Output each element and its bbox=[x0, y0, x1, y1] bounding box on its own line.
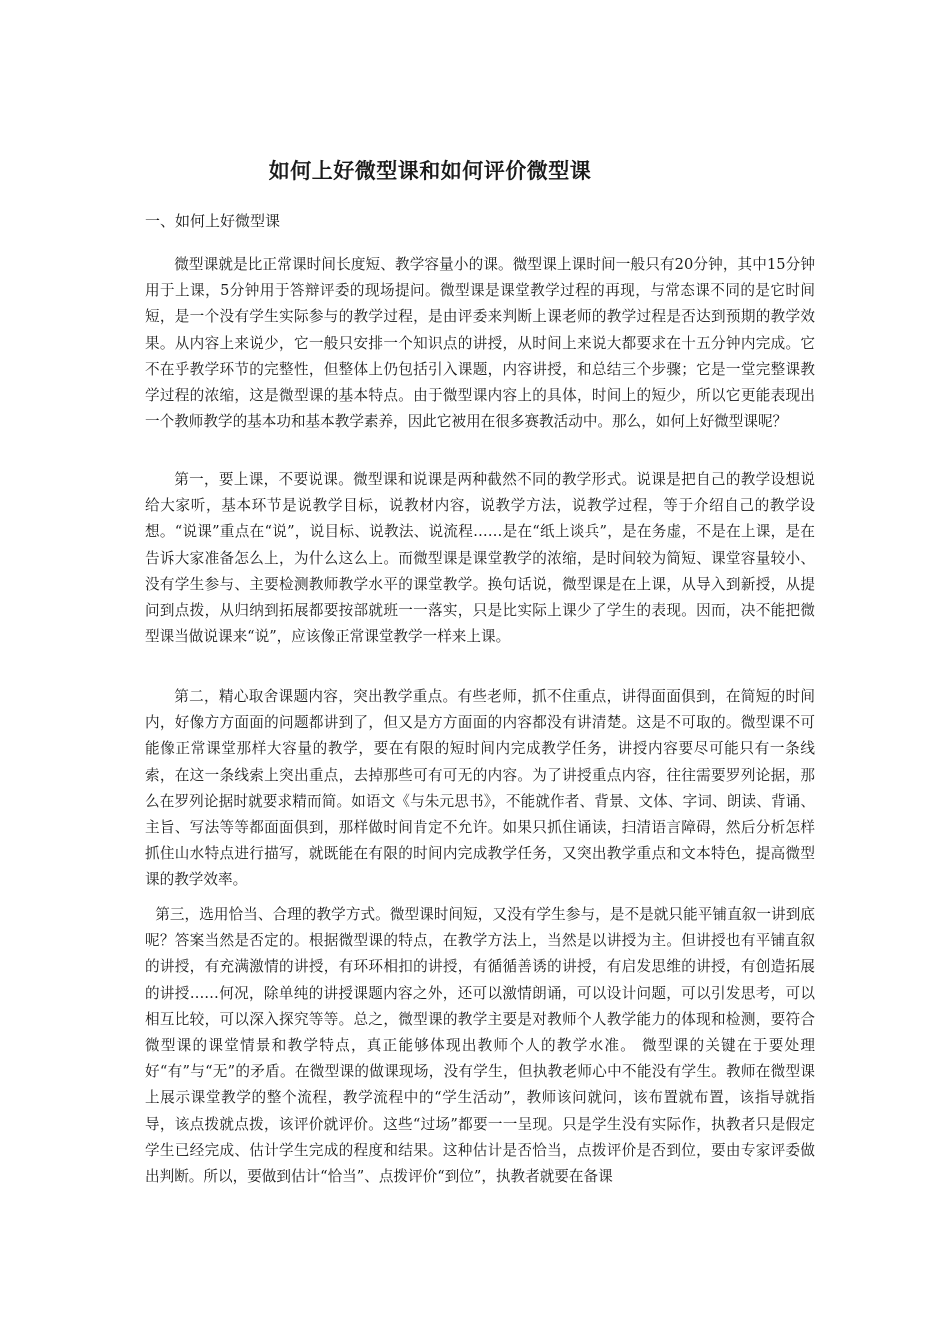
paragraph-third-point: 第三，选用恰当、合理的教学方式。微型课时间短，又没有学生参与，是不是就只能平铺直叙一讲到底呢？答案当然是否定的。根据微型课的特点，在教学方法上，当然是以讲授为主。但讲授也有平铺直叙的讲授，有充满激情的讲授，有环环相扣的讲授，有循循善诱的讲授，有启发思维的讲授，有创造拓展的讲授……何况，除单纯的讲授课题内容之外，还可以激情朗诵，可以设计问题，可以引发思考，可以相互比较，可以深入探究等等。总之，微型课的教学主要是对教师个人教学能力的体现和检测，要符合微型课的课堂情景和教学特点，真正能够体现出教师个人的教学水准。 微型课的关键在于要处理好“有”与“无”的矛盾。在微型课的做课现场，没有学生，但执教老师心中不能没有学生。教师在微型课上展示课堂教学的整个流程，教学流程中的“学生活动”，教师该问就问，该布置就布置，该指导就指导，该点拨就点拨，该评价就评价。这些“过场”都要一一呈现。只是学生没有实际作，执教者只是假定学生已经完成、估计学生完成的程度和结果。这种估计是否恰当，点拨评价是否到位，要由专家评委做出判断。所以，要做到估计“恰当”、点拨评价“到位”，执教者就要在备课 bbox=[145, 906, 815, 1186]
paragraph-intro: 微型课就是比正常课时间长度短、教学容量小的课。微型课上课时间一般只有20分钟，其中15分钟用于上课，5分钟用于答辩评委的现场提问。微型课是课堂教学过程的再现，与常态课不同的是它时间短，是一个没有学生实际参与的教学过程，是由评委来判断上课老师的教学过程是否达到预期的教学效果。从内容上来说少，它一般只安排一个知识点的讲授，从时间上来说大都要求在十五分钟内完成。它不在乎教学环节的完整性，但整体上仍包括引入课题，内容讲授，和总结三个步骤；它是一堂完整课教学过程的浓缩，这是微型课的基本特点。由于微型课内容上的具体，时间上的短少，所以它更能表现出一个教师教学的基本功和基本教学素养，因此它被用在很多赛教活动中。那么，如何上好微型课呢？ bbox=[145, 256, 815, 431]
paragraph-second-point: 第二，精心取舍课题内容，突出教学重点。有些老师，抓不住重点，讲得面面俱到，在简短的时间内，好像方方面面的问题都讲到了，但又是方方面面的内容都没有讲清楚。这是不可取的。微型课不可能像正常课堂那样大容量的教学，要在有限的短时间内完成教学任务，讲授内容要尽可能只有一条线索，在这一条线索上突出重点，去掉那些可有可无的内容。为了讲授重点内容，往往需要罗列论据，那么在罗列论据时就要求精而简。如语文《与朱元思书》，不能就作者、背景、文体、字词、朗读、背诵、主旨、写法等等都面面俱到，那样做时间肯定不允许。如果只抓住诵读，扫清语言障碍，然后分析怎样抓住山水特点进行描写，就既能在有限的时间内完成教学任务，又突出教学重点和文本特色，提高微型课的教学效率。 bbox=[145, 688, 815, 889]
document-title: 如何上好微型课和如何评价微型课 bbox=[268, 158, 592, 183]
paragraph-first-point: 第一，要上课，不要说课。微型课和说课是两种截然不同的教学形式。说课是把自己的教学设想说给大家听，基本环节是说教学目标，说教材内容，说教学方法，说教学过程，等于介绍自己的教学设想。“说课”重点在“说”，说目标、说教法、说流程……是在“纸上谈兵”，是在务虚，不是在上课，是在告诉大家准备怎么上，为什么这么上。而微型课是课堂教学的浓缩，是时间较为简短、课堂容量较小、没有学生参与、主要检测教师教学水平的课堂教学。换句话说，微型课是在上课，从导入到新授，从提问到点拨，从归纳到拓展都要按部就班一一落实，只是比实际上课少了学生的表现。因而，决不能把微型课当做说课来“说”，应该像正常课堂教学一样来上课。 bbox=[145, 471, 815, 646]
section-heading: 一、如何上好微型课 bbox=[145, 212, 281, 230]
